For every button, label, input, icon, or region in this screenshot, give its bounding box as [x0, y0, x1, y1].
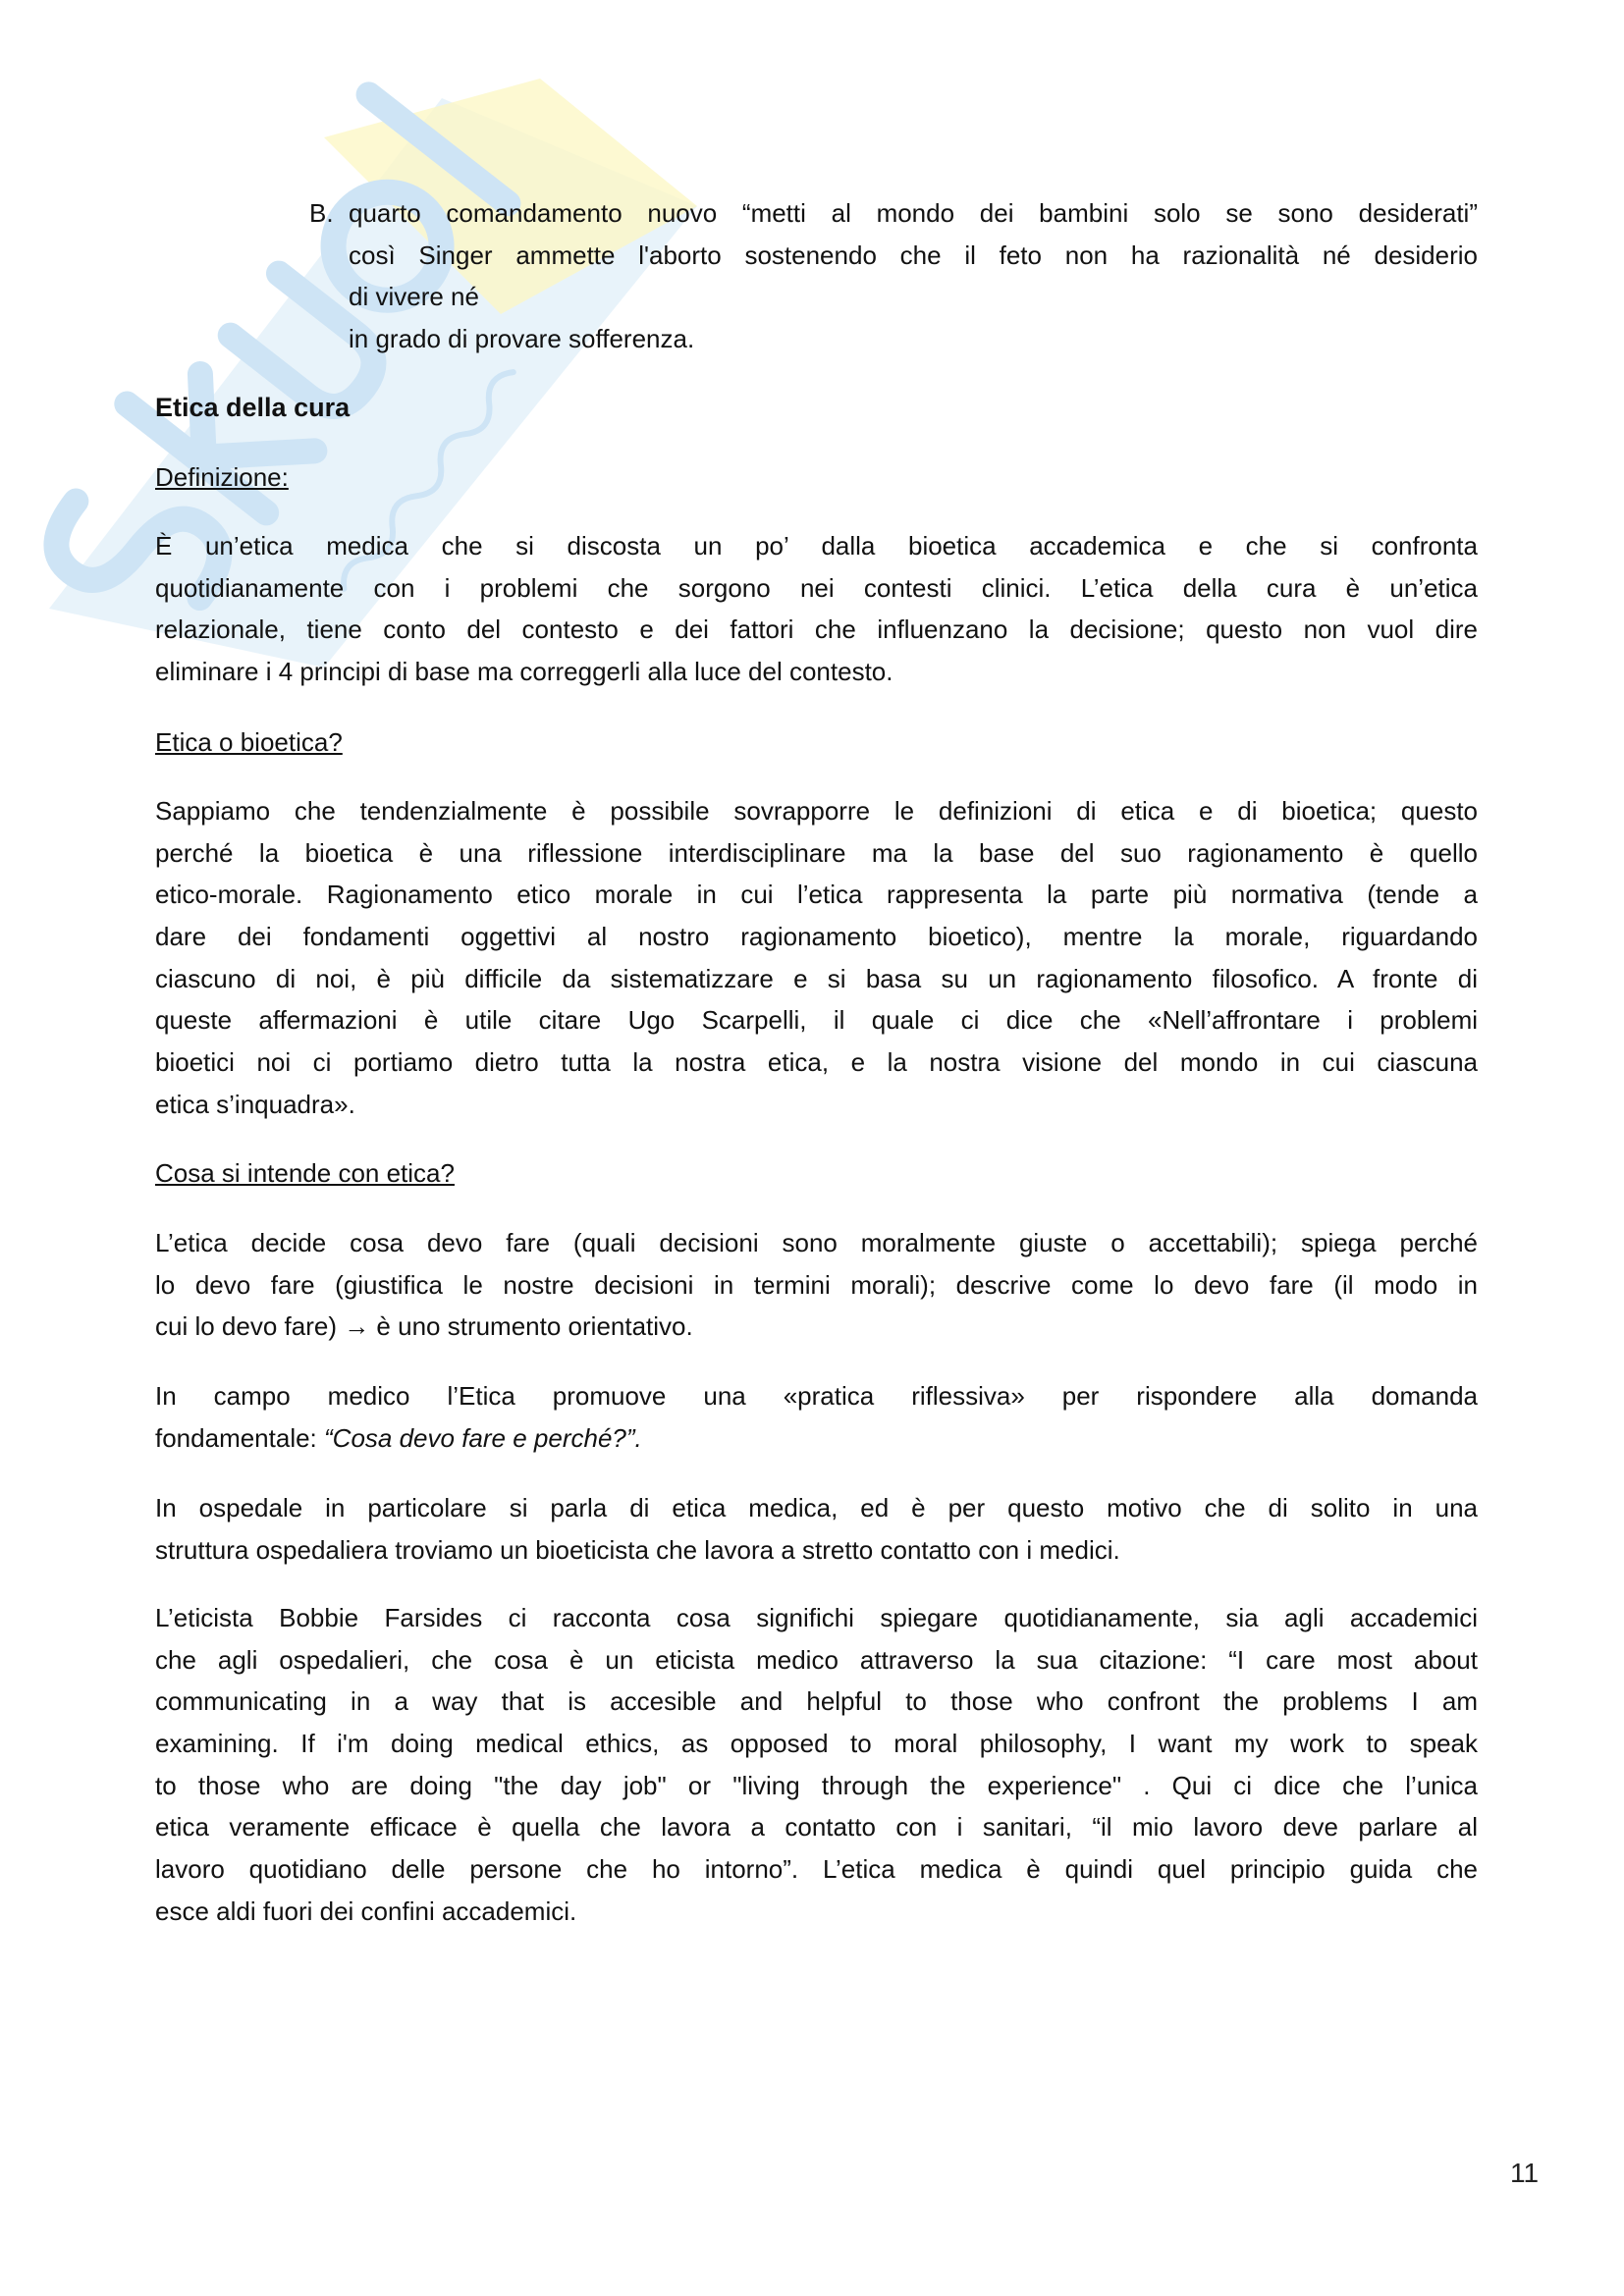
text-line: È un’etica medica che si discosta un po’ dalla bioetica accademica e che si confronta	[155, 531, 1478, 561]
text-line: In ospedale in particolare si parla di etica medica, ed è per questo motivo che di solito in una	[155, 1493, 1478, 1522]
paragraph-ospedale	[155, 1487, 1478, 1571]
text-line: eliminare i 4 principi di base ma correggerli alla luce del contesto.	[155, 657, 893, 687]
italic-question: “Cosa devo fare e perché?”.	[324, 1422, 642, 1453]
text-line: relazionale, tiene conto del contesto e dei fattori che influenzano la decisione; questo non vuol dire	[155, 614, 1478, 645]
text-line: così Singer ammette l'aborto sostenendo che il feto non ha razionalità né desiderio	[349, 240, 1478, 270]
text-span: fondamentale:	[155, 1422, 325, 1453]
text-line: examining. If i'm doing medical ethics, as opposed to moral philosophy, I want my work to speak	[155, 1729, 1478, 1759]
text-line: quarto comandamento nuovo “metti al mondo dei bambini solo se sono desiderati”	[349, 198, 1478, 228]
section-title: Etica della cura	[155, 393, 351, 422]
text-line: di vivere né	[349, 282, 479, 312]
text-line: cui lo devo fare) → è uno strumento orientativo.	[155, 1311, 693, 1342]
text-line: In campo medico l’Etica promuove una «pratica riflessiva» per rispondere alla domanda	[155, 1381, 1478, 1411]
text-line: lo devo fare (giustifica le nostre decisioni in termini morali); descrive come lo devo fare (il modo in	[155, 1269, 1478, 1300]
heading-cosa-etica: Cosa si intende con etica?	[155, 1158, 455, 1188]
paragraph-etica-bioetica	[155, 790, 1478, 1126]
text-line: L’etica decide cosa devo fare (quali decisioni sono moralmente giuste o accettabili); spiega perché	[155, 1228, 1478, 1257]
text-line: ciascuno di noi, è più difficile da sistematizzare e si basa su un ragionamento filosofico. A fronte di	[155, 963, 1478, 993]
text-line: perché la bioetica è una riflessione interdisciplinare ma la base del suo ragionamento è quello	[155, 837, 1478, 868]
page-number: 11	[1510, 2158, 1540, 2188]
text-line: che agli ospedalieri, che cosa è un eticista medico attraverso la sua citazione: “I care most about	[155, 1644, 1478, 1675]
paragraph-campo-medico	[155, 1375, 1478, 1459]
text-line: in grado di provare sofferenza.	[349, 324, 695, 354]
text-line: struttura ospedaliera troviamo un bioeticista che lavora a stretto contatto con i medici.	[155, 1534, 1120, 1565]
paragraph-farsides	[155, 1597, 1478, 1933]
paragraph-definizione	[155, 525, 1478, 693]
text-line: etica veramente efficace è quella che lavora a contatto con i sanitari, “il mio lavoro deve parlare al	[155, 1812, 1478, 1842]
heading-etica-bioetica: Etica o bioetica?	[155, 727, 343, 757]
text-line: bioetici noi ci portiamo dietro tutta la nostra etica, e la nostra visione del mondo in cui ciascuna	[155, 1047, 1478, 1078]
text-line: etico-morale. Ragionamento etico morale in cui l’etica rappresenta la parte più normativa (tende a	[155, 880, 1478, 910]
text-line: communicating in a way that is accesible and helpful to those who confront the problems I am	[155, 1686, 1478, 1717]
text-line	[155, 1417, 1478, 1460]
text-line: esce aldi fuori dei confini accademici.	[155, 1896, 577, 1926]
paragraph-cosa-etica	[155, 1222, 1478, 1348]
text-line: quotidianamente con i problemi che sorgono nei contesti clinici. L’etica della cura è un’etica	[155, 572, 1478, 603]
text-line: to those who are doing "the day job" or "living through the experience" . Qui ci dice che l’unica	[155, 1770, 1478, 1800]
list-marker-b: B.	[309, 198, 334, 228]
text-line: dare dei fondamenti oggettivi al nostro ragionamento bioetico), mentre la morale, riguardando	[155, 922, 1478, 952]
text-line: queste affermazioni è utile citare Ugo Scarpelli, il quale ci dice che «Nell’affrontare i problemi	[155, 1005, 1478, 1036]
text-line: lavoro quotidiano delle persone che ho intorno”. L’etica medica è quindi quel principio guida che	[155, 1854, 1478, 1885]
text-line: L’eticista Bobbie Farsides ci racconta cosa significhi spiegare quotidianamente, sia agli accademici	[155, 1603, 1478, 1632]
list-item-b	[349, 192, 1478, 360]
heading-definizione: Definizione:	[155, 462, 289, 492]
text-line: Sappiamo che tendenzialmente è possibile sovrapporre le definizioni di etica e di bioetica; questo	[155, 796, 1478, 826]
text-line: etica s’inquadra».	[155, 1089, 355, 1119]
